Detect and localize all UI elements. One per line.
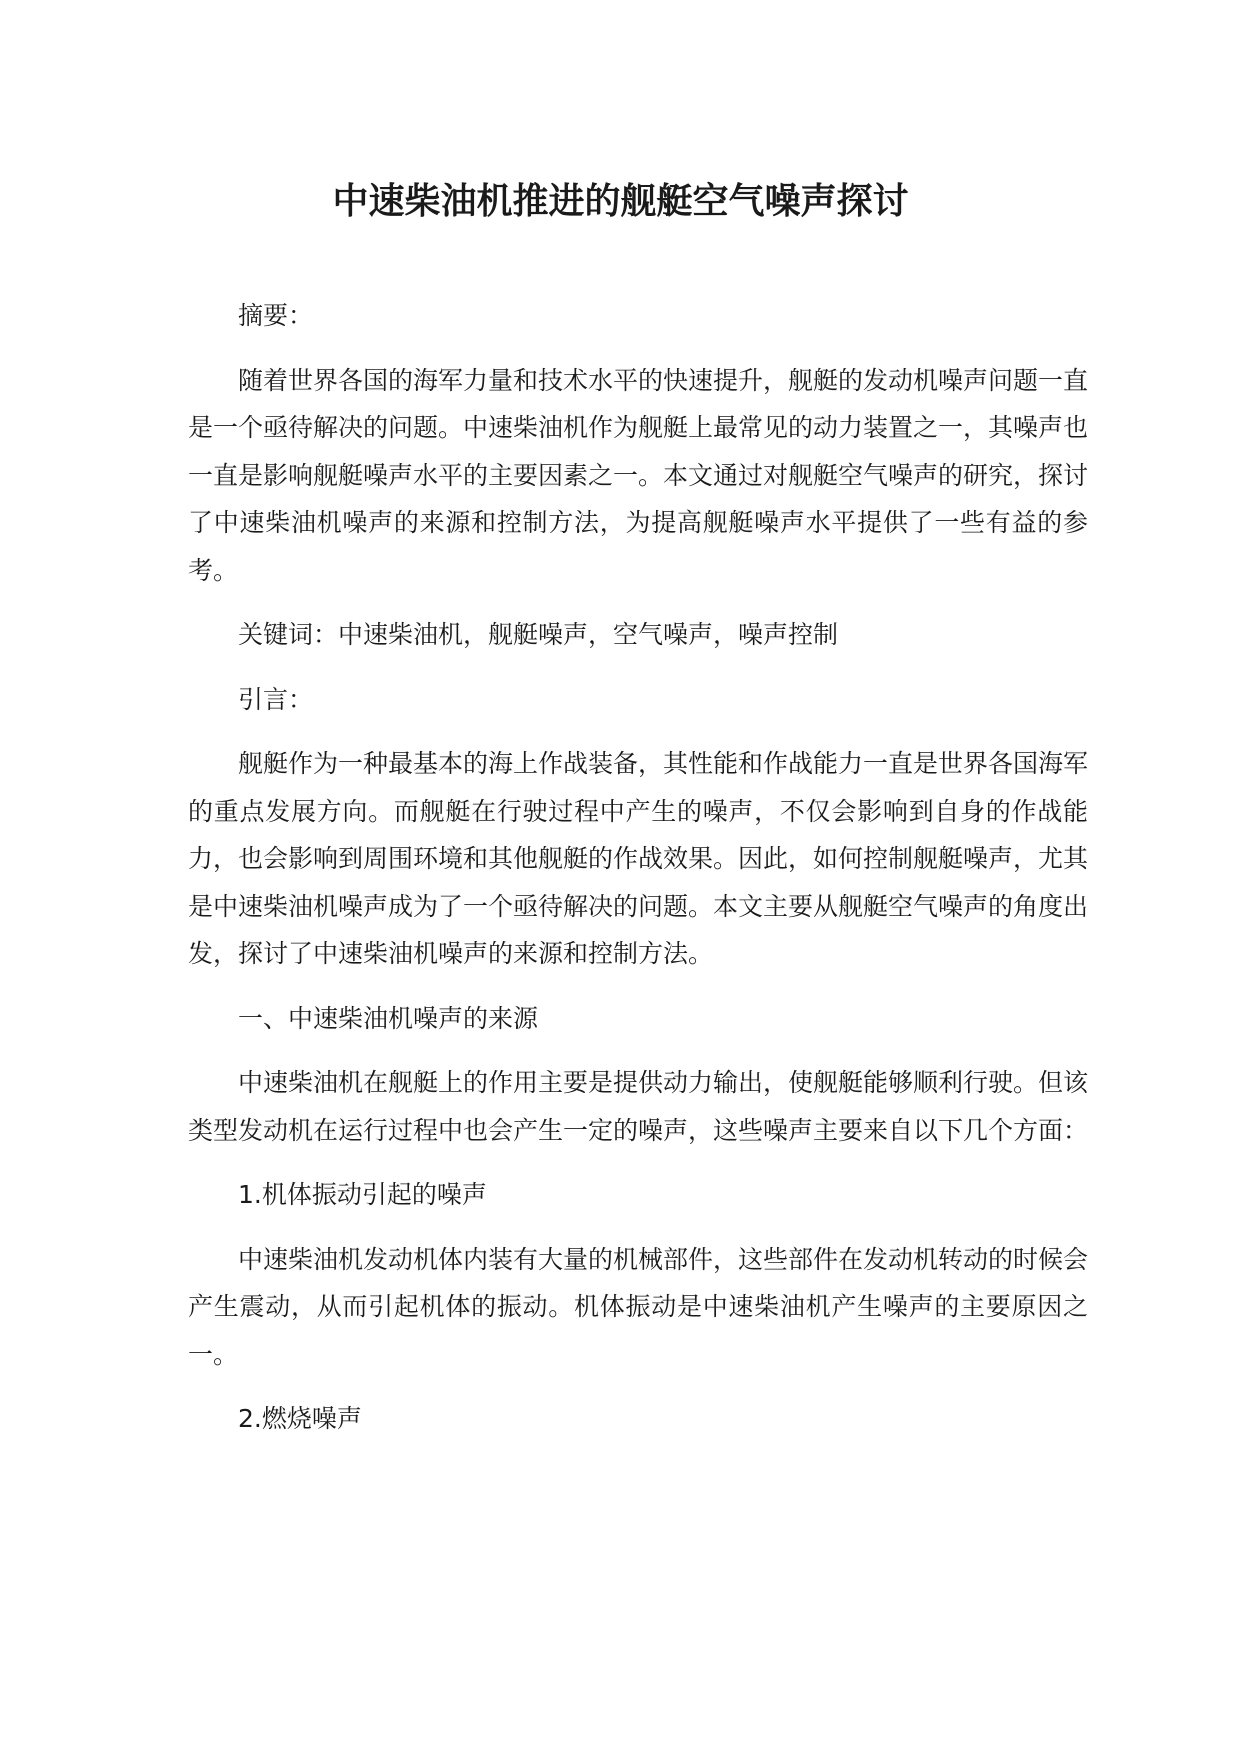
- document-title: 中速柴油机推进的舰艇空气噪声探讨: [332, 181, 909, 222]
- abstract-heading: 摘要：: [238, 301, 314, 330]
- vibration-noise-paragraph: 中速柴油机发动机体内装有大量的机械部件，这些部件在发动机转动的时候会产生震动，从而引起机体的振动。机体振动是中速柴油机产生噪声的主要原因之一。: [188, 1244, 1089, 1369]
- subheading-combustion-noise: 2.燃烧噪声: [238, 1404, 362, 1433]
- noise-sources-paragraph: 中速柴油机在舰艇上的作用主要是提供动力输出，使舰艇能够顺利行驶。但该类型发动机在运行过程中也会产生一定的噪声，这些噪声主要来自以下几个方面：: [188, 1068, 1089, 1145]
- keywords-line: 关键词：中速柴油机，舰艇噪声，空气噪声，噪声控制: [238, 620, 839, 649]
- introduction-heading: 引言：: [238, 684, 314, 714]
- introduction-paragraph: 舰艇作为一种最基本的海上作战装备，其性能和作战能力一直是世界各国海军的重点发展方向。而舰艇在行驶过程中产生的噪声，不仅会影响到自身的作战能力，也会影响到周围环境和其他舰艇的作战效果。因此，如何控制舰艇噪声，尤其是中速柴油机噪声成为了一个亟待解决的问题。本文主要从舰艇空气噪声的角度出发，探讨了中速柴油机噪声的来源和控制方法。: [188, 749, 1089, 968]
- subheading-vibration-noise: 1.机体振动引起的噪声: [238, 1180, 487, 1209]
- section-heading-noise-sources: 一、中速柴油机噪声的来源: [238, 1003, 539, 1033]
- abstract-paragraph: 随着世界各国的海军力量和技术水平的快速提升，舰艇的发动机噪声问题一直是一个亟待解决的问题。中速柴油机作为舰艇上最常见的动力装置之一，其噪声也一直是影响舰艇噪声水平的主要因素之一。本文通过对舰艇空气噪声的研究，探讨了中速柴油机噪声的来源和控制方法，为提高舰艇噪声水平提供了一些有益的参考。: [188, 365, 1089, 585]
- document-body: [188, 292, 1088, 1460]
